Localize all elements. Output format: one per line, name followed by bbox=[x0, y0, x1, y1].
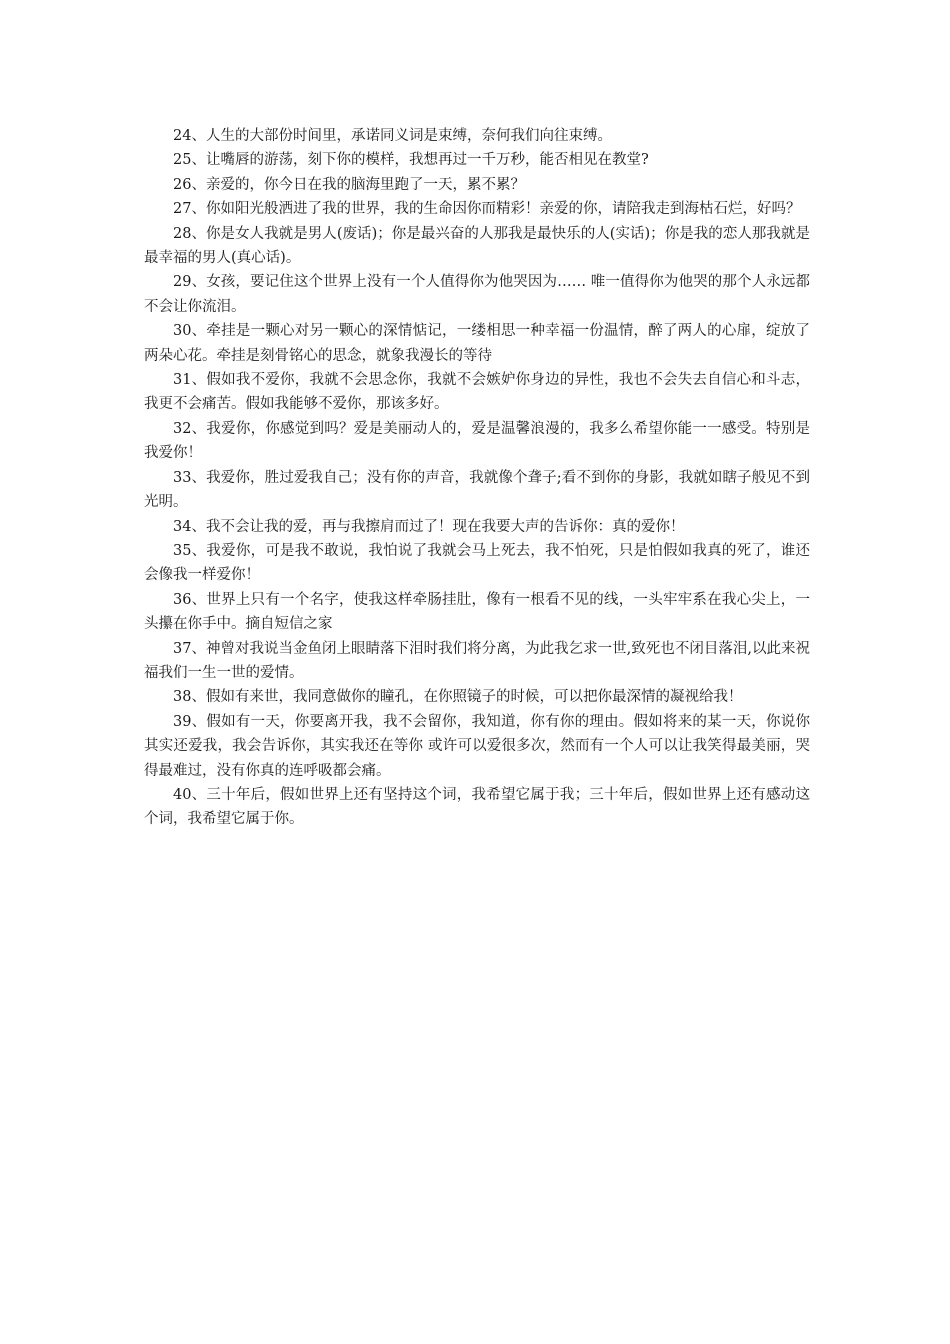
paragraph-38: 38、假如有来世，我同意做你的瞳孔，在你照镜子的时候，可以把你最深情的凝视给我！ bbox=[173, 689, 743, 706]
paragraph-25: 25、让嘴唇的游荡，刻下你的模样，我想再过一千万秒，能否相见在教堂? bbox=[173, 152, 649, 169]
paragraph-34: 34、我不会让我的爱，再与我擦肩而过了！现在我要大声的告诉你：真的爱你！ bbox=[173, 518, 685, 535]
paragraph-28: 28、你是女人我就是男人(废话)；你是最兴奋的人那我是最快乐的人(实话)；你是我的恋人那我就是最幸福的男人(真心话)。 bbox=[144, 225, 810, 267]
paragraph-35: 35、我爱你，可是我不敢说，我怕说了我就会马上死去，我不怕死，只是怕假如我真的死了，谁还会像我一样爱你！ bbox=[144, 542, 810, 584]
paragraph-24: 24、人生的大部份时间里，承诺同义词是束缚，奈何我们向往束缚。 bbox=[173, 128, 612, 144]
document-body bbox=[144, 124, 810, 832]
paragraph-26: 26、亲爱的，你今日在我的脑海里跑了一天，累不累？ bbox=[173, 176, 525, 193]
paragraph-39: 39、假如有一天，你要离开我，我不会留你，我知道，你有你的理由。假如将来的某一天，你说你其实还爱我，我会告诉你，其实我还在等你 或许可以爱很多次，然而有一个人可以让我笑得最美丽，哭得最难过，没有你真的连呼吸都会痛。 bbox=[144, 713, 810, 779]
paragraph-31: 31、假如我不爱你，我就不会思念你，我就不会嫉妒你身边的异性，我也不会失去自信心和斗志，我更不会痛苦。假如我能够不爱你，那该多好。 bbox=[144, 372, 810, 413]
paragraph-36: 36、世界上只有一个名字，使我这样牵肠挂肚，像有一根看不见的线，一头牢牢系在我心尖上，一头攥在你手中。摘自短信之家 bbox=[144, 591, 810, 633]
paragraph-37: 37、神曾对我说当金鱼闭上眼睛落下泪时我们将分离，为此我乞求一世,致死也不闭目落泪,以此来祝福我们一生一世的爱情。 bbox=[144, 640, 810, 681]
paragraph-40: 40、三十年后，假如世界上还有坚持这个词，我希望它属于我；三十年后，假如世界上还有感动这个词，我希望它属于你。 bbox=[144, 786, 810, 828]
paragraph-33: 33、我爱你，胜过爱我自己；没有你的声音，我就像个聋子;看不到你的身影，我就如瞎子般见不到光明。 bbox=[144, 469, 810, 511]
paragraph-27: 27、你如阳光般洒进了我的世界，我的生命因你而精彩！亲爱的你，请陪我走到海枯石烂，好吗？ bbox=[173, 201, 801, 218]
paragraph-30: 30、牵挂是一颗心对另一颗心的深情惦记，一缕相思一种幸福一份温情，醉了两人的心扉，绽放了两朵心花。牵挂是刻骨铭心的思念，就象我漫长的等待 bbox=[144, 323, 810, 364]
paragraph-32: 32、我爱你，你感觉到吗？爱是美丽动人的，爱是温馨浪漫的，我多么希望你能一一感受。特别是我爱你！ bbox=[144, 420, 810, 462]
paragraph-29: 29、女孩，要记住这个世界上没有一个人值得你为他哭因为…… 唯一值得你为他哭的那个人永远都不会让你流泪。 bbox=[144, 274, 810, 315]
